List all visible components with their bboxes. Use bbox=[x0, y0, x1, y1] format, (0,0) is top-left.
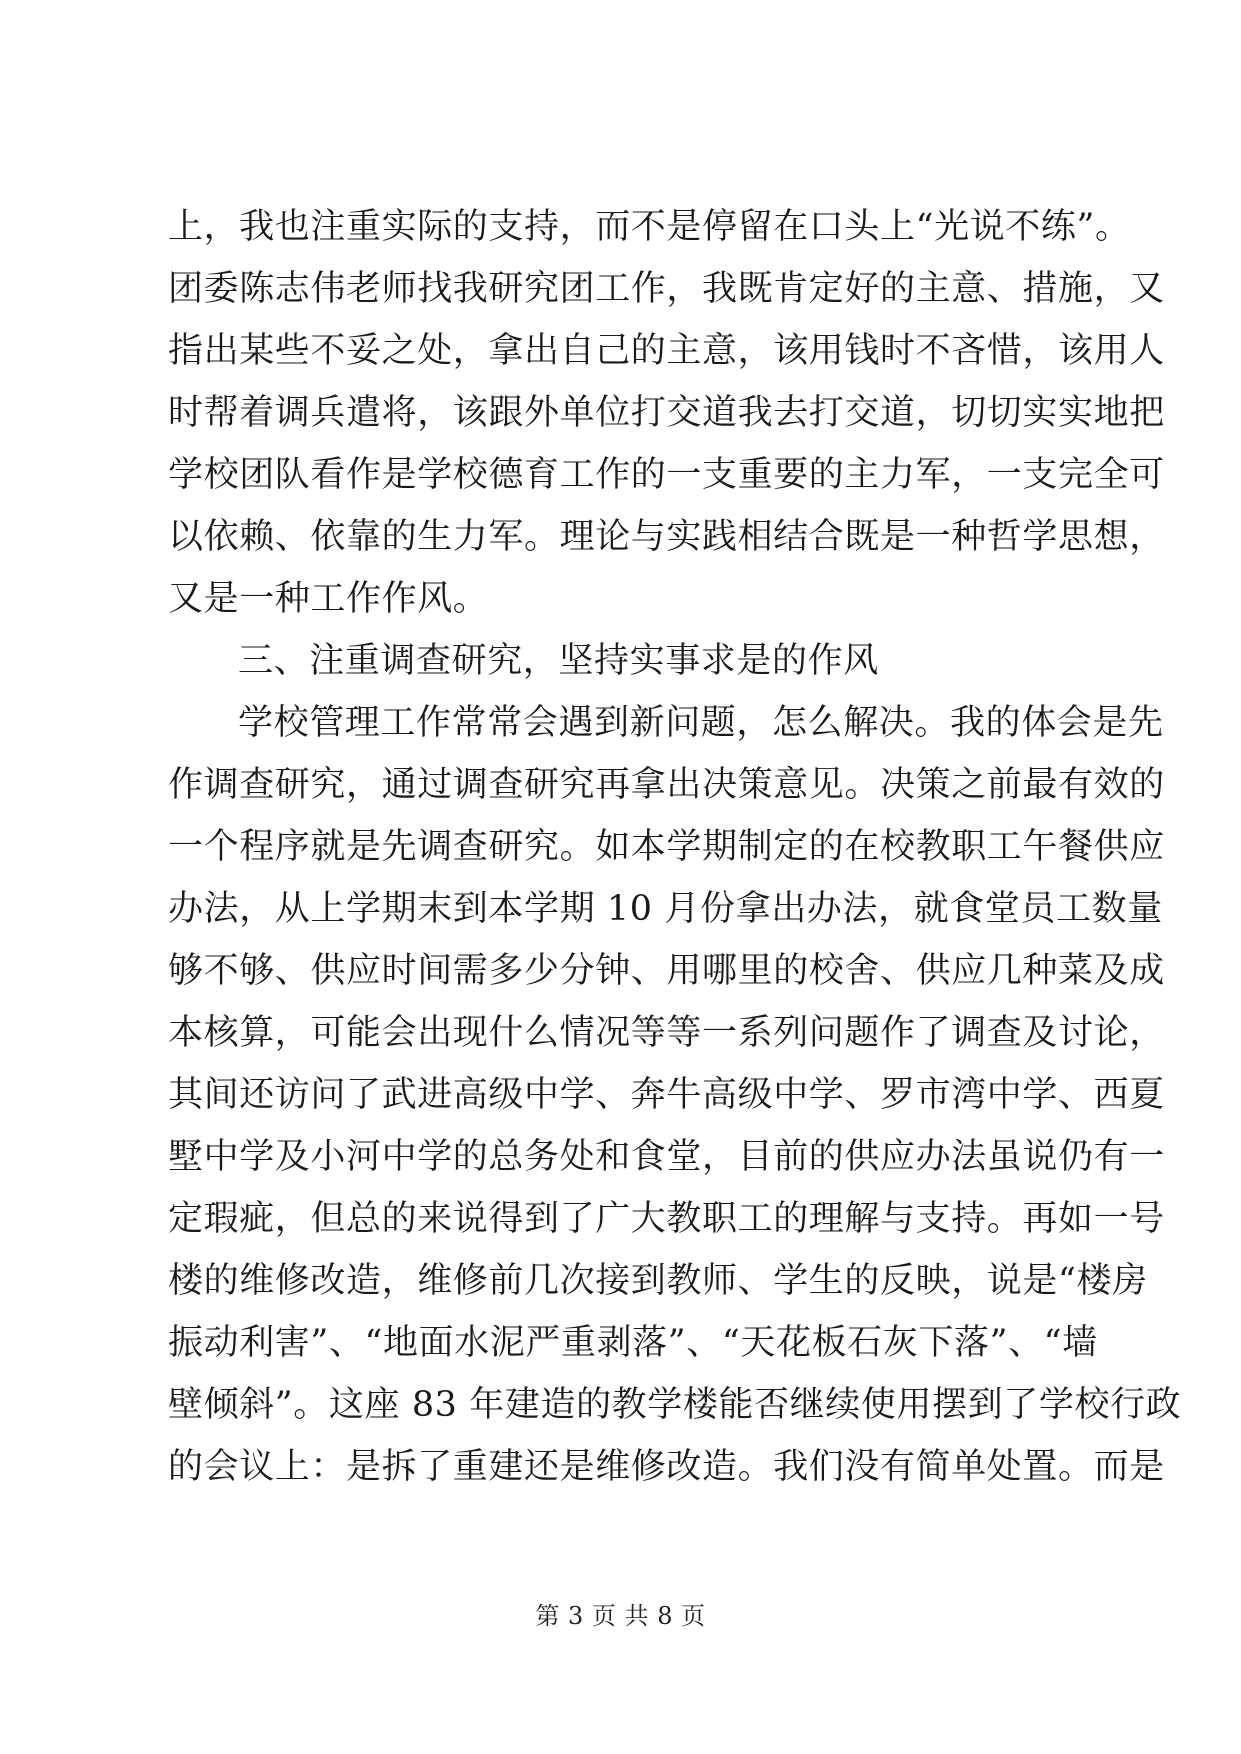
body-text-line: 办法，从上学期末到本学期 10 月份拿出办法，就食堂员工数量 bbox=[168, 889, 1163, 929]
body-text-line: 上，我也注重实际的支持，而不是停留在口头上“光说不练”。 bbox=[168, 207, 1131, 247]
body-text-line: 壁倾斜”。这座 83 年建造的教学楼能否继续使用摆到了学校行政 bbox=[168, 1385, 1182, 1425]
body-text-line: 作调查研究，通过调查研究再拿出决策意见。决策之前最有效的 bbox=[168, 765, 1165, 805]
body-text-line: 楼的维修改造，维修前几次接到教师、学生的反映，说是“楼房 bbox=[168, 1261, 1148, 1301]
body-text-line: 振动利害”、“地面水泥严重剥落”、“天花板石灰下落”、“墙 bbox=[168, 1323, 1098, 1363]
body-text-line: 又是一种工作作风。 bbox=[168, 579, 489, 619]
body-text-line: 以依赖、依靠的生力军。理论与实践相结合既是一种哲学思想， bbox=[168, 517, 1165, 557]
body-text-line: 一个程序就是先调查研究。如本学期制定的在校教职工午餐供应 bbox=[168, 827, 1165, 867]
body-text-line: 学校管理工作常常会遇到新问题，怎么解决。我的体会是先 bbox=[238, 703, 1164, 743]
body-text-line: 定瑕疵，但总的来说得到了广大教职工的理解与支持。再如一号 bbox=[168, 1199, 1165, 1239]
body-text-line: 墅中学及小河中学的总务处和食堂，目前的供应办法虽说仍有一 bbox=[168, 1137, 1165, 1177]
body-text-line: 时帮着调兵遣将，该跟外单位打交道我去打交道，切切实实地把 bbox=[168, 393, 1165, 433]
body-text-line: 其间还访问了武进高级中学、奔牛高级中学、罗市湾中学、西夏 bbox=[168, 1075, 1165, 1115]
body-text-line: 本核算，可能会出现什么情况等等一系列问题作了调查及讨论， bbox=[168, 1013, 1165, 1053]
section-heading: 三、注重调查研究，坚持实事求是的作风 bbox=[238, 641, 879, 681]
body-text-line: 的会议上：是拆了重建还是维修改造。我们没有简单处置。而是 bbox=[168, 1447, 1165, 1487]
body-text-line: 学校团队看作是学校德育工作的一支重要的主力军，一支完全可 bbox=[168, 455, 1165, 495]
body-text-line: 团委陈志伟老师找我研究团工作，我既肯定好的主意、措施，又 bbox=[168, 269, 1165, 309]
page-number-footer: 第 3 页 共 8 页 bbox=[535, 1602, 706, 1630]
body-text-line: 够不够、供应时间需多少分钟、用哪里的校舍、供应几种菜及成 bbox=[168, 951, 1165, 991]
body-text-line: 指出某些不妥之处，拿出自己的主意，该用钱时不吝惜，该用人 bbox=[168, 331, 1165, 371]
